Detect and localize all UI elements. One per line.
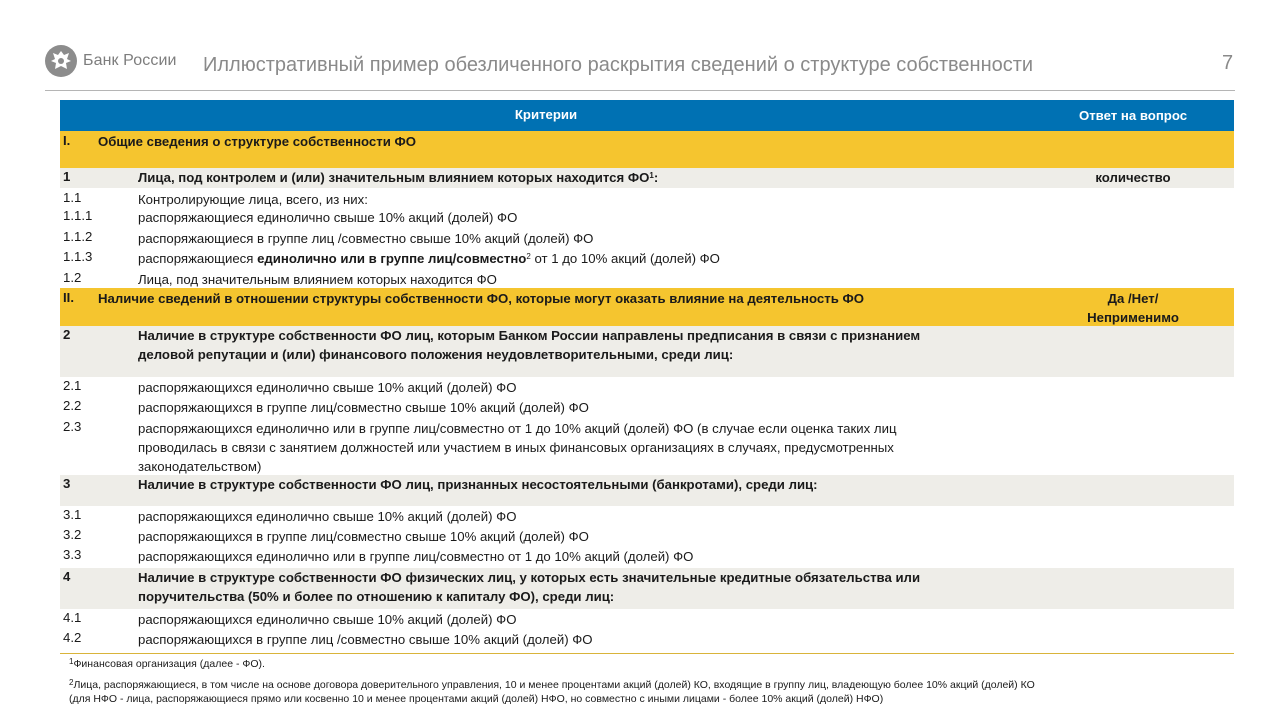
row-number: 3: [63, 476, 71, 491]
row-text: распоряжающиеся единолично или в группе лиц/совместно$^2$ от 1 до 10% акций (долей) ФО: [138, 251, 720, 266]
row-number: 3.3: [63, 547, 82, 562]
row-number: 1.1.3: [63, 249, 93, 264]
row-text: распоряжающихся единолично или в группе лиц/совместно от 1 до 10% акций (долей) ФО: [138, 549, 694, 564]
column-header-answer: Ответ на вопрос: [1078, 108, 1188, 123]
row-text: Наличие в структуре собственности ФО физических лиц, у которых есть значительные кредитные обязательства или поручительства (50% и более по отношению к капиталу ФО), среди лиц:: [138, 570, 921, 604]
row-text: распоряжающихся в группе лиц /совместно свыше 10% акций (долей) ФО: [138, 632, 593, 647]
row-number: 3.1: [63, 507, 82, 522]
row-number: 1.1.1: [63, 208, 93, 223]
table-row-3-1: [60, 507, 1234, 527]
row-number: 1.1: [63, 190, 82, 205]
row-number: 1: [63, 169, 71, 184]
section-number: II.: [63, 290, 74, 305]
section-row-2: [60, 288, 1234, 326]
answer-label: количество: [1095, 170, 1171, 185]
row-number: 2.1: [63, 378, 82, 393]
table-row-1-1-3: [60, 249, 1234, 269]
table-row-4-1: [60, 610, 1234, 630]
ownership-table: [60, 100, 1234, 650]
table-row-1: [60, 168, 1234, 188]
table-row-2-1: [60, 378, 1234, 398]
eagle-emblem-icon: [45, 45, 77, 77]
table-row-1-1-2: [60, 229, 1234, 249]
row-text: Лица, под контролем и (или) значительным влиянием которых находится $ФО^1$:: [138, 170, 659, 185]
table-row-4-2: [60, 630, 1234, 650]
table-row-2-2: [60, 398, 1234, 419]
row-text: Контролирующие лица, всего, из них:: [138, 192, 368, 207]
table-row-2-3: [60, 419, 1234, 475]
column-header-criteria: Критерии: [514, 107, 578, 122]
row-number: 1.2: [63, 270, 82, 285]
row-text: Наличие в структуре собственности ФО лиц, признанных несостоятельными (банкротами), среди лиц:: [138, 477, 818, 492]
row-number: 4.2: [63, 630, 82, 645]
row-text: Наличие в структуре собственности ФО лиц, которым Банком России направлены предписания в связи с признанием деловой репутации и (или) финансового положения неудовлетворительными, среди лиц:: [138, 328, 921, 362]
row-text: распоряжающихся в группе лиц/совместно свыше 10% акций (долей) ФО: [138, 400, 589, 415]
row-number: 3.2: [63, 527, 82, 542]
page-number: 7: [1222, 52, 1234, 74]
answer-label: Да /Нет/ Неприменимо: [1087, 291, 1179, 325]
row-text: распоряжающихся единолично свыше 10% акций (долей) ФО: [138, 612, 517, 627]
row-text: Лица, под значительным влиянием которых находится ФО: [138, 272, 497, 287]
table-row-1-2: [60, 269, 1234, 288]
table-row-1-1: [60, 189, 1234, 208]
row-text: распоряжающихся единолично свыше 10% акций (долей) ФО: [138, 509, 517, 524]
header-divider: [45, 90, 1235, 91]
row-number: 2.3: [63, 419, 82, 434]
section-title: Наличие сведений в отношении структуры собственности ФО, которые могут оказать влияние на деятельность ФО: [98, 291, 864, 306]
row-number: 2: [63, 327, 71, 342]
section-number: I.: [63, 133, 71, 148]
table-row-4: [60, 568, 1234, 609]
section-title: Общие сведения о структуре собственности ФО: [98, 134, 417, 149]
row-text: распоряжающиеся в группе лиц /совместно свыше 10% акций (долей) ФО: [138, 231, 594, 246]
table-row-3-2: [60, 527, 1234, 547]
table-row-1-1-1: [60, 208, 1234, 229]
table-header-row: [60, 100, 1234, 131]
logo-text: Банк России: [83, 52, 177, 69]
table-bottom-divider: [60, 653, 1234, 654]
bank-logo: [45, 45, 177, 77]
row-text: распоряжающиеся единолично свыше 10% акций (долей) ФО: [138, 210, 518, 225]
row-number: 1.1.2: [63, 229, 93, 244]
table-row-2: [60, 326, 1234, 377]
row-text: распоряжающихся единолично или в группе лиц/совместно от 1 до 10% акций (долей) ФО (в случае если оценка таких лиц проводилась в связи с занятием должностей или участием в иных финансовых организациях в случаях, предусмотренных законодательством): [138, 421, 897, 474]
row-text: распоряжающихся единолично свыше 10% акций (долей) ФО: [138, 380, 517, 395]
row-number: 4: [63, 569, 71, 584]
row-text: распоряжающихся в группе лиц/совместно свыше 10% акций (долей) ФО: [138, 529, 589, 544]
table-row-3: [60, 475, 1234, 506]
row-number: 4.1: [63, 610, 82, 625]
row-number: 2.2: [63, 398, 82, 413]
footnote-2: $^2$Лица, распоряжающиеся, в том числе на основе договора доверительного управления, 10 и менее процентами акций (долей) КО, входящие в группу лиц, владеющую более 10% акций (долей) КО (для НФО - лица, распоряжающиеся прямо или косвенно 10 и менее процентами акций (долей) НФО, но совместно с иными лицами - более 10% акций (долей) НФО): [69, 678, 1035, 705]
page-title: Иллюстративный пример обезличенного раскрытия сведений о структуре собственности: [203, 54, 1034, 76]
footnote-1: $^1$Финансовая организация (далее - ФО).: [69, 657, 265, 670]
section-row-1: [60, 131, 1234, 168]
table-row-3-3: [60, 547, 1234, 568]
